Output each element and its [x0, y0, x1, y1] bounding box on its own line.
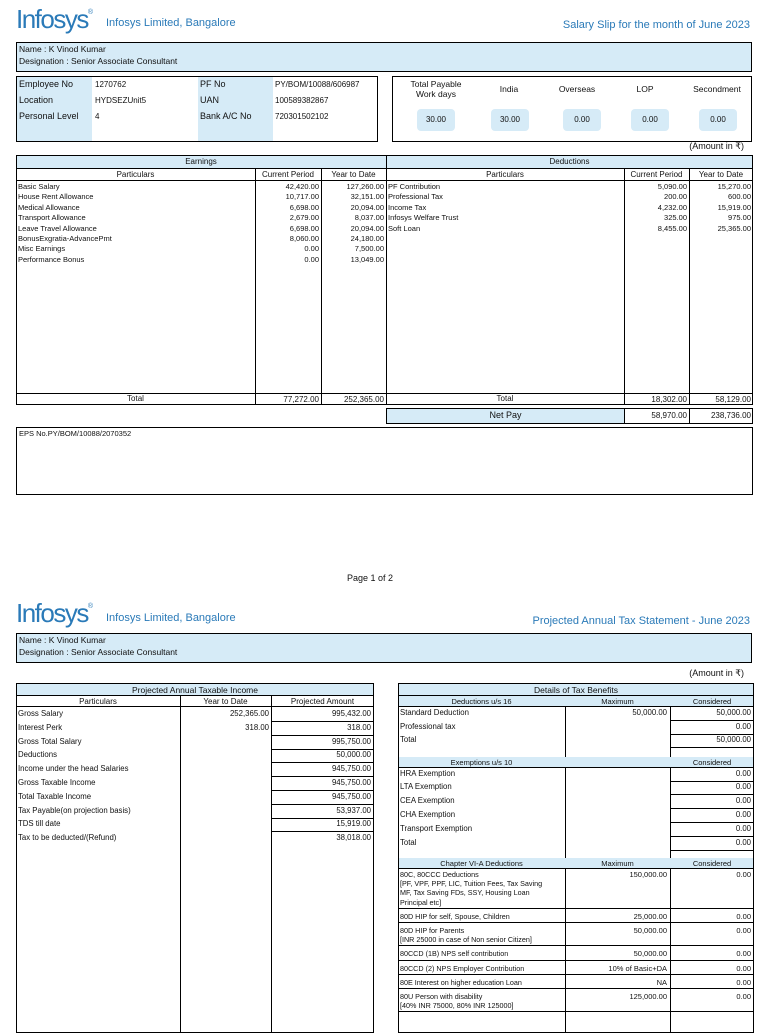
- value-employee-no: 1270762: [95, 80, 127, 89]
- deduction-ytd: 25,365.00: [717, 223, 751, 233]
- deduction-name: Professional Tax: [388, 192, 443, 202]
- deduction-current: 325.00: [664, 213, 687, 223]
- employee-details-box: [16, 76, 378, 142]
- benefits-col-max: Maximum: [601, 697, 634, 706]
- via-row-considered: 0.00: [736, 963, 751, 973]
- page-number: Page 1 of 2: [347, 573, 394, 583]
- via-row-max: 50,000.00: [633, 949, 667, 959]
- earning-current: 6,698.00: [289, 223, 319, 233]
- via-row-text: Principal etc]: [400, 897, 442, 907]
- sec16-row-considered: 50,000.00: [716, 735, 751, 744]
- income-row-projected: 945,750.00: [331, 791, 371, 801]
- income-row-projected: 53,937.00: [336, 805, 371, 815]
- income-row-name: Tax Payable(on projection basis): [18, 805, 131, 815]
- income-row-name: Interest Perk: [18, 722, 63, 732]
- netpay-current: 58,970.00: [651, 411, 687, 420]
- earning-ytd: 8,037.00: [354, 213, 384, 223]
- via-row-text: 80E Interest on higher education Loan: [400, 977, 522, 987]
- via-row-max: 150,000.00: [629, 869, 667, 879]
- sec16-row-considered: 50,000.00: [716, 708, 751, 717]
- deductions-title: Deductions: [549, 157, 590, 166]
- sec16-row-considered: 0.00: [735, 721, 751, 731]
- deduction-ytd: 600.00: [728, 192, 751, 202]
- deduction-name: Income Tax: [388, 202, 427, 212]
- via-row-considered: 0.00: [736, 911, 751, 921]
- earning-current: 0.00: [304, 244, 319, 254]
- deduction-current: 8,455.00: [657, 223, 687, 233]
- sec10-row-considered: 0.00: [735, 838, 751, 847]
- deductions-col-current: Current Period: [630, 170, 683, 179]
- deduction-name: PF Contribution: [388, 182, 441, 191]
- earnings-total-ytd: 252,365.00: [343, 395, 384, 404]
- value-pf-no: PY/BOM/10088/606987: [275, 80, 360, 89]
- infosys-logo: Infosys®: [16, 4, 94, 34]
- header-india: India: [499, 84, 519, 94]
- income-row-ytd: 318.00: [245, 722, 269, 732]
- amount-note: (Amount in ₹): [689, 141, 744, 151]
- value-personal-level: 4: [95, 112, 100, 121]
- benefits-col-considered: Considered: [692, 757, 732, 767]
- earning-name: House Rent Allowance: [18, 192, 94, 202]
- earnings-col-particulars: Particulars: [116, 170, 155, 179]
- value-bank-ac: 720301502102: [275, 112, 329, 121]
- employee-name-box: [16, 42, 752, 72]
- earning-ytd: 127,260.00: [346, 182, 384, 191]
- sec10-row-name: CEA Exemption: [400, 796, 455, 806]
- header-secondment: Secondment: [693, 84, 741, 94]
- via-row-considered: 0.00: [736, 869, 751, 879]
- company-name: Infosys Limited, Bangalore: [106, 17, 236, 29]
- deduction-current: 4,232.00: [657, 202, 687, 212]
- via-row-text: 80CCD (2) NPS Employer Contribution: [400, 963, 525, 973]
- income-row-name: Gross Salary: [18, 709, 64, 718]
- income-row-projected: 945,750.00: [331, 764, 371, 774]
- workdays-box: [392, 76, 752, 142]
- deduction-current: 200.00: [664, 192, 687, 202]
- deductions-total-label: Total: [496, 394, 514, 403]
- earning-current: 2,679.00: [289, 213, 319, 223]
- deduction-current: 5,090.00: [657, 182, 687, 191]
- deduction-name: Soft Loan: [388, 223, 421, 233]
- sec10-row-name: HRA Exemption: [400, 768, 456, 778]
- value-total-workdays: 30.00: [417, 109, 455, 131]
- via-row-max: 25,000.00: [633, 911, 667, 921]
- sec16-row-name: Standard Deduction: [400, 708, 469, 717]
- sec10-row-considered: 0.00: [735, 824, 751, 834]
- via-row-max: 10% of Basic+DA: [608, 963, 667, 973]
- via-row-text: MF, Tax Saving FDs, SSY, Housing Loan: [400, 888, 530, 898]
- deduction-ytd: 975.00: [728, 213, 751, 223]
- via-row-text: 80D HIP for self, Spouse, Children: [400, 911, 510, 921]
- sec10-row-considered: 0.00: [735, 782, 751, 792]
- label-personal-level: Personal Level: [19, 111, 79, 121]
- employee-name-page2: Name : K Vinod Kumar: [19, 635, 106, 645]
- benefits-title: Details of Tax Benefits: [534, 685, 618, 695]
- earning-ytd: 24,180.00: [350, 234, 384, 243]
- income-col-particulars: Particulars: [79, 697, 117, 706]
- benefits-col-considered: Considered: [692, 697, 732, 706]
- via-row-text: [40% INR 75000, 80% INR 125000]: [400, 1001, 514, 1011]
- netpay-ytd: 238,736.00: [710, 411, 751, 420]
- deduction-ytd: 15,270.00: [717, 182, 751, 191]
- value-india: 30.00: [491, 109, 529, 131]
- via-row-text: 80C, 80CCC Deductions: [400, 869, 479, 879]
- label-employee-no: Employee No: [19, 79, 74, 89]
- income-row-projected: 318.00: [347, 722, 371, 732]
- earning-ytd: 13,049.00: [350, 254, 384, 264]
- via-row-max: NA: [656, 977, 667, 987]
- slip-title: Salary Slip for the month of June 2023: [562, 19, 750, 31]
- earning-ytd: 20,094.00: [350, 202, 384, 212]
- benefits-col-max: Maximum: [601, 858, 634, 868]
- income-row-ytd: 252,365.00: [229, 709, 269, 718]
- via-row-text: 80U Person with disability: [400, 991, 483, 1001]
- via-row-text: [PF, VPF, PPF, LIC, Tuition Fees, Tax Saving: [400, 879, 543, 889]
- label-uan: UAN: [200, 95, 220, 105]
- earnings-total-current: 77,272.00: [283, 395, 319, 404]
- header-lop: LOP: [636, 84, 654, 94]
- earnings-col-ytd: Year to Date: [331, 170, 376, 179]
- sec10-row-considered: 0.00: [735, 796, 751, 806]
- earning-name: Leave Travel Allowance: [18, 223, 97, 233]
- income-row-projected: 995,432.00: [331, 709, 371, 718]
- employee-designation: Designation : Senior Associate Consultant: [19, 56, 178, 66]
- earning-current: 6,698.00: [289, 202, 319, 212]
- header-overseas: Overseas: [558, 84, 596, 94]
- earning-name: Basic Salary: [18, 182, 60, 191]
- earning-current: 10,717.00: [285, 192, 319, 202]
- earning-name: Medical Allowance: [18, 202, 80, 212]
- income-col-projected: Projected Amount: [290, 697, 355, 706]
- deduction-ytd: 15,919.00: [717, 202, 751, 212]
- earning-current: 42,420.00: [285, 182, 319, 191]
- earnings-col-current: Current Period: [261, 170, 315, 179]
- income-row-name: Deductions: [18, 750, 58, 760]
- income-row-name: Gross Total Salary: [18, 736, 82, 746]
- income-row-projected: 995,750.00: [331, 736, 371, 746]
- via-row-considered: 0.00: [736, 925, 751, 935]
- deductions-col-ytd: Year to Date: [698, 170, 744, 179]
- sec10-row-name: CHA Exemption: [400, 810, 456, 820]
- value-overseas: 0.00: [563, 109, 601, 131]
- value-lop: 0.00: [631, 109, 669, 131]
- via-row-text: 80D HIP for Parents: [400, 925, 465, 935]
- sec10-row-considered: 0.00: [735, 810, 751, 820]
- deductions-col-particulars: Particulars: [486, 170, 524, 179]
- benefits-section-header: Deductions u/s 16: [451, 697, 512, 706]
- income-col-ytd: Year to Date: [203, 697, 248, 706]
- sec16-row-name: Professional tax: [400, 721, 456, 731]
- via-row-text: [INR 25000 in case of Non senior Citizen]: [400, 935, 532, 945]
- income-row-name: TDS till date: [18, 819, 61, 829]
- earning-current: 0.00: [304, 254, 319, 264]
- infosys-logo-page2: Infosys®: [16, 598, 94, 628]
- company-name-page2: Infosys Limited, Bangalore: [106, 612, 236, 624]
- earning-current: 8,060.00: [289, 234, 319, 243]
- label-pf-no: PF No: [200, 79, 226, 89]
- earning-name: Misc Earnings: [18, 244, 66, 254]
- eps-number: EPS No.PY/BOM/10088/2070352: [19, 429, 132, 438]
- deductions-total-current: 18,302.00: [651, 395, 687, 404]
- sec10-row-name: Total: [400, 838, 417, 847]
- employee-designation-page2: Designation : Senior Associate Consultant: [19, 647, 178, 657]
- income-row-projected: 945,750.00: [331, 778, 371, 787]
- earnings-total-label: Total: [127, 394, 144, 403]
- income-row-projected: 50,000.00: [336, 750, 371, 760]
- income-row-projected: 15,919.00: [336, 819, 371, 829]
- value-secondment: 0.00: [699, 109, 737, 131]
- label-bank-ac: Bank A/C No: [200, 111, 252, 121]
- income-row-projected: 38,018.00: [336, 833, 371, 843]
- value-location: HYDSEZUnit5: [95, 96, 147, 105]
- earning-ytd: 20,094.00: [350, 223, 384, 233]
- benefits-section-header: Exemptions u/s 10: [450, 757, 513, 767]
- label-location: Location: [19, 95, 54, 105]
- sec10-row-name: Transport Exemption: [400, 824, 473, 834]
- earning-ytd: 32,151.00: [350, 192, 384, 202]
- benefits-col-considered: Considered: [692, 858, 732, 868]
- via-row-considered: 0.00: [736, 991, 751, 1001]
- income-row-name: Gross Taxable Income: [18, 778, 96, 787]
- header-total-workdays: Total Payable Work days: [410, 79, 462, 99]
- via-row-max: 125,000.00: [629, 991, 667, 1001]
- via-row-max: 50,000.00: [633, 925, 667, 935]
- eps-box: [16, 427, 753, 495]
- income-row-name: Tax to be deducted/(Refund): [18, 833, 117, 843]
- sec16-row-max: 50,000.00: [632, 708, 667, 717]
- employee-name: Name : K Vinod Kumar: [19, 44, 106, 54]
- via-row-considered: 0.00: [736, 949, 751, 959]
- amount-note-page2: (Amount in ₹): [689, 668, 744, 678]
- earning-name: Transport Allowance: [18, 213, 86, 223]
- employee-name-box-page2: [16, 633, 752, 663]
- deduction-name: Infosys Welfare Trust: [388, 213, 459, 223]
- income-title: Projected Annual Taxable Income: [131, 685, 258, 695]
- deductions-total-ytd: 58,129.00: [715, 395, 751, 404]
- sec10-row-name: LTA Exemption: [400, 782, 452, 792]
- earning-name: Performance Bonus: [18, 254, 85, 264]
- income-row-name: Income under the head Salaries: [18, 764, 129, 774]
- earning-ytd: 7,500.00: [354, 244, 384, 254]
- sec10-row-considered: 0.00: [735, 768, 751, 778]
- earnings-title: Earnings: [185, 157, 217, 166]
- netpay-label: Net Pay: [489, 410, 522, 420]
- earning-name: BonusExgratia-AdvancePmt: [18, 234, 112, 243]
- value-uan: 100589382867: [275, 96, 329, 105]
- benefits-section-header: Chapter VI-A Deductions: [440, 858, 523, 868]
- sec16-row-name: Total: [400, 735, 417, 744]
- tax-statement-title: Projected Annual Tax Statement - June 2023: [532, 615, 750, 627]
- via-row-text: 80CCD (1B) NPS self contribution: [400, 949, 509, 959]
- via-row-considered: 0.00: [736, 977, 751, 987]
- income-row-name: Total Taxable Income: [18, 791, 92, 801]
